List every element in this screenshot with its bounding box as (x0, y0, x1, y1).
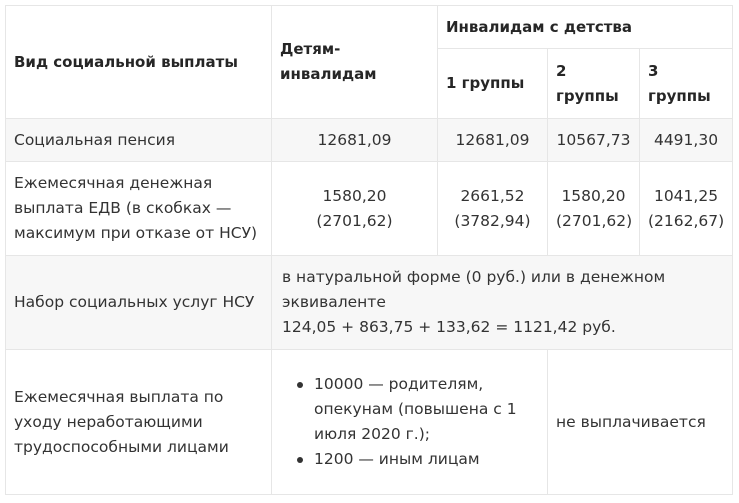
header-disabled-from-childhood: Инвалидам с детства (438, 6, 733, 49)
header-group-2-line1: 2 (556, 61, 567, 80)
edv-group-3-value: 1041,25 (653, 186, 719, 205)
pension-group-1: 12681,09 (438, 119, 548, 162)
edv-label (6, 162, 272, 256)
care-bullet1-line3: июля 2020 г.); (314, 425, 430, 443)
nsu-text-line3: 124,05 + 863,75 + 133,62 = 1121,42 руб. (282, 318, 616, 336)
header-payment-type: Вид социальной выплаты (6, 6, 272, 119)
edv-group-1-value: 2661,52 (460, 186, 525, 205)
care-groups-2-3: не выплачивается (548, 350, 733, 495)
edv-group-1-max: (3782,94) (454, 211, 531, 230)
care-bullet1-line1: 10000 — родителям, (314, 375, 484, 393)
header-children-line2: инвалидам (280, 65, 377, 83)
list-item (314, 447, 547, 472)
header-group-3-line2: группы (648, 86, 711, 105)
header-group-2 (548, 49, 640, 119)
header-group-2-line2: группы (556, 86, 619, 105)
pension-label: Социальная пенсия (6, 119, 272, 162)
edv-group-3-max: (2162,67) (648, 211, 725, 230)
care-label-line3: трудоспособными лицами (14, 437, 229, 456)
table-row-care (6, 350, 733, 495)
edv-children-value: 1580,20 (322, 186, 387, 205)
header-row-top (6, 6, 733, 49)
pension-children: 12681,09 (272, 119, 438, 162)
edv-children-max: (2701,62) (316, 211, 393, 230)
care-amount-list (272, 372, 547, 472)
nsu-text-line2: эквиваленте (282, 293, 386, 311)
care-amounts (272, 350, 548, 495)
nsu-description (272, 256, 733, 350)
care-bullet1-line2: опекунам (повышена с 1 (314, 400, 517, 418)
edv-label-line1: Ежемесячная денежная (14, 174, 213, 192)
pension-group-2: 10567,73 (548, 119, 640, 162)
edv-label-line2: выплата ЕДВ (в скобках — (14, 199, 232, 217)
edv-group-2-value: 1580,20 (561, 186, 626, 205)
header-group-3 (640, 49, 733, 119)
table-row-edv (6, 162, 733, 256)
edv-group-3 (640, 162, 733, 256)
list-item (314, 372, 547, 447)
care-label-line2: уходу неработающими (14, 412, 203, 431)
header-group-3-line1: 3 (648, 61, 659, 80)
edv-label-line3: максимум при отказе от НСУ) (14, 224, 258, 242)
edv-children (272, 162, 438, 256)
care-label-line1: Ежемесячная выплата по (14, 387, 224, 406)
care-label (6, 350, 272, 495)
nsu-text-line1: в натуральной форме (0 руб.) или в денежном (282, 268, 666, 286)
edv-group-2 (548, 162, 640, 256)
header-children-disabled (272, 6, 438, 119)
header-children-line1: Детям- (280, 40, 341, 58)
table-row-pension (6, 119, 733, 162)
table-row-nsu (6, 256, 733, 350)
edv-group-2-max: (2701,62) (556, 211, 633, 230)
edv-group-1 (438, 162, 548, 256)
care-bullet2: 1200 — иным лицам (314, 450, 480, 468)
header-group-1: 1 группы (438, 49, 548, 119)
pension-group-3: 4491,30 (640, 119, 733, 162)
nsu-label: Набор социальных услуг НСУ (6, 256, 272, 350)
social-payments-table (5, 5, 733, 495)
